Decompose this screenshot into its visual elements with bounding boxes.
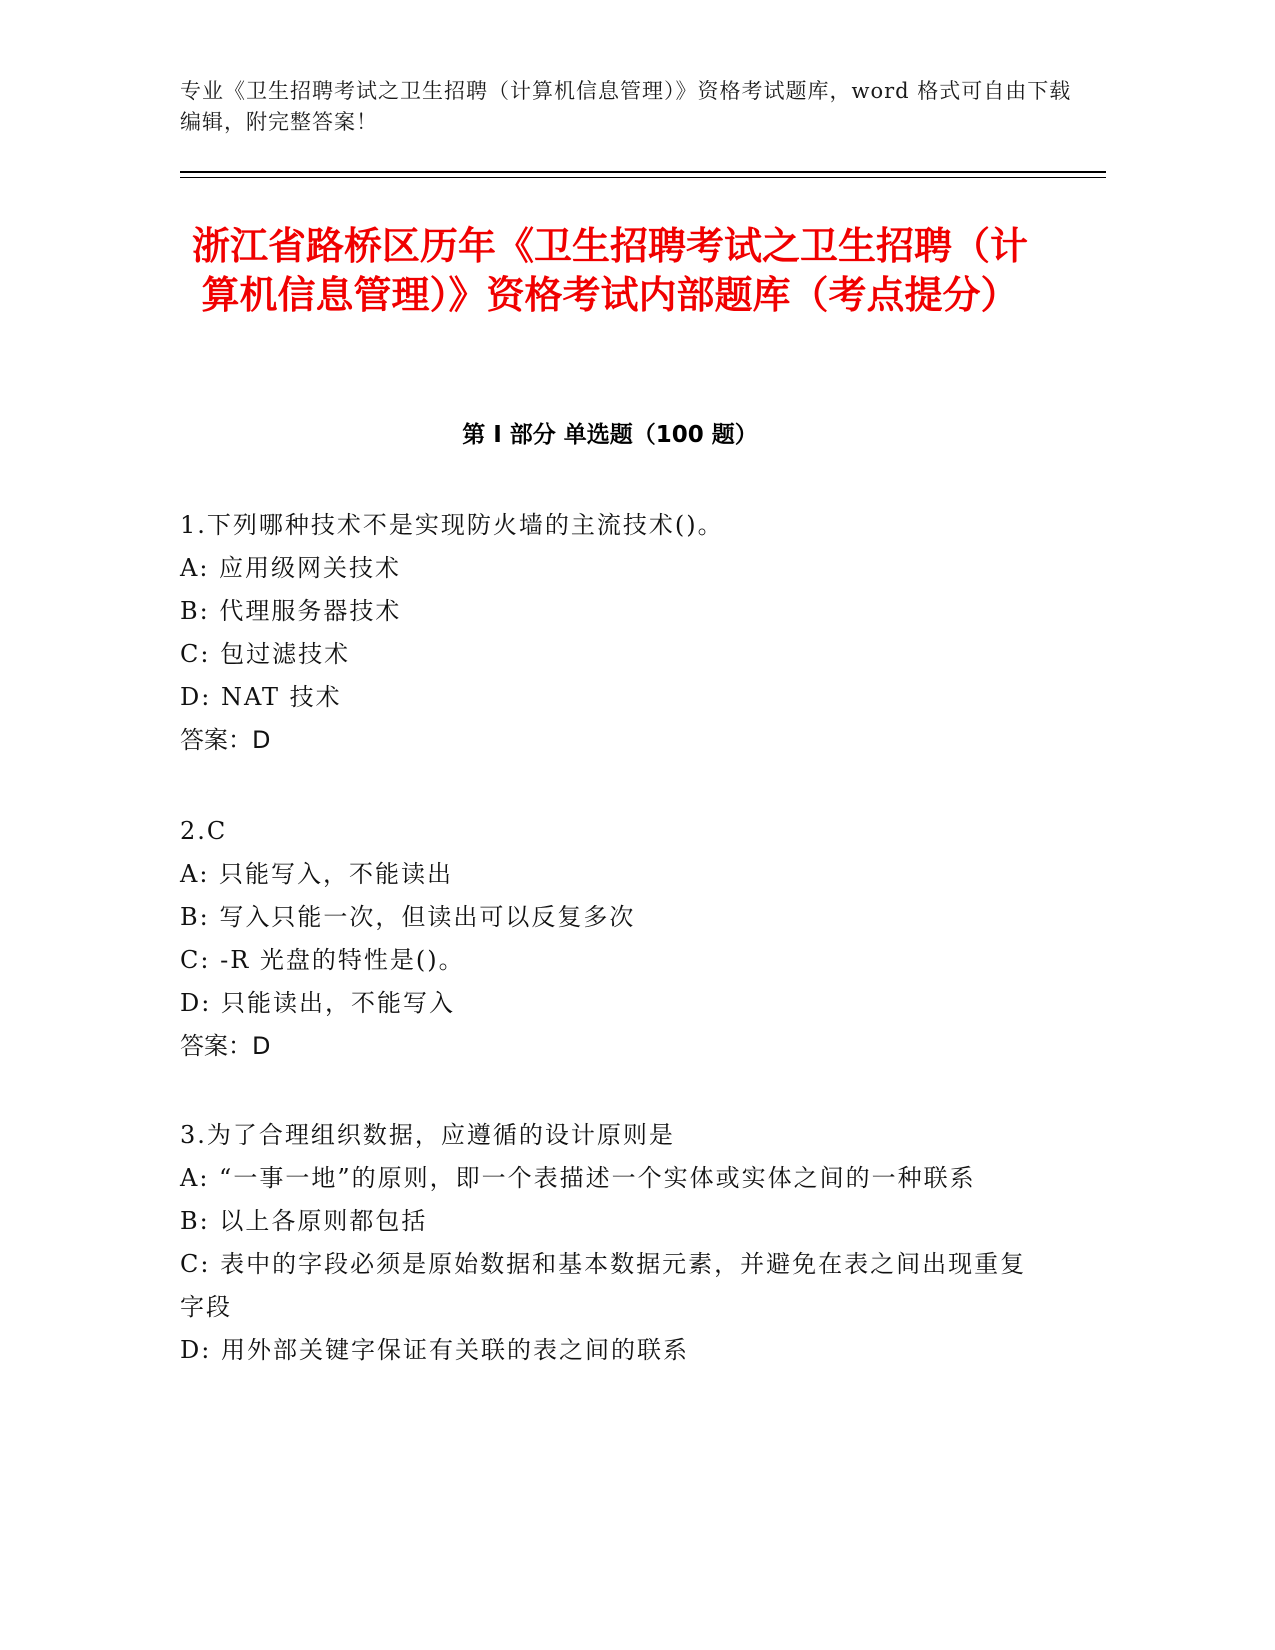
option-b: B: 写入只能一次，但读出可以反复多次 [180, 903, 636, 931]
question-2 [180, 810, 1040, 1068]
answer-line: 答案：D [180, 726, 271, 754]
option-a: A: 只能写入，不能读出 [180, 860, 454, 888]
option-c: C: 包过滤技术 [180, 640, 351, 668]
question-stem: 1.下列哪种技术不是实现防火墙的主流技术()。 [180, 511, 724, 539]
option-a: A: “一事一地”的原则，即一个表描述一个实体或实体之间的一种联系 [180, 1164, 976, 1192]
question-1 [180, 504, 1040, 762]
option-d: D: 用外部关键字保证有关联的表之间的联系 [180, 1336, 689, 1364]
option-b: B: 代理服务器技术 [180, 597, 402, 625]
question-stem: 3.为了合理组织数据，应遵循的设计原则是 [180, 1121, 675, 1149]
question-3 [180, 1114, 1040, 1372]
option-a: A: 应用级网关技术 [180, 554, 402, 582]
document-title: 浙江省路桥区历年《卫生招聘考试之卫生招聘（计算机信息管理）》资格考试内部题库（考点提分） [191, 224, 1028, 317]
header-note: 专业《卫生招聘考试之卫生招聘（计算机信息管理）》资格考试题库，word 格式可自由下载编辑，附完整答案！ [180, 79, 1072, 134]
option-c: C: 表中的字段必须是原始数据和基本数据元素，并避免在表之间出现重复字段 [180, 1250, 1027, 1321]
section-heading: 第 I 部分 单选题（100 题） [462, 422, 758, 448]
header-divider-thin [180, 177, 1106, 178]
answer-line: 答案：D [180, 1032, 271, 1060]
option-b: B: 以上各原则都包括 [180, 1207, 428, 1235]
option-d: D: NAT 技术 [180, 683, 342, 711]
option-c: C: -R 光盘的特性是()。 [180, 946, 465, 974]
header-divider-thick [180, 171, 1106, 173]
option-d: D: 只能读出，不能写入 [180, 989, 455, 1017]
question-stem: 2.C [180, 817, 228, 845]
